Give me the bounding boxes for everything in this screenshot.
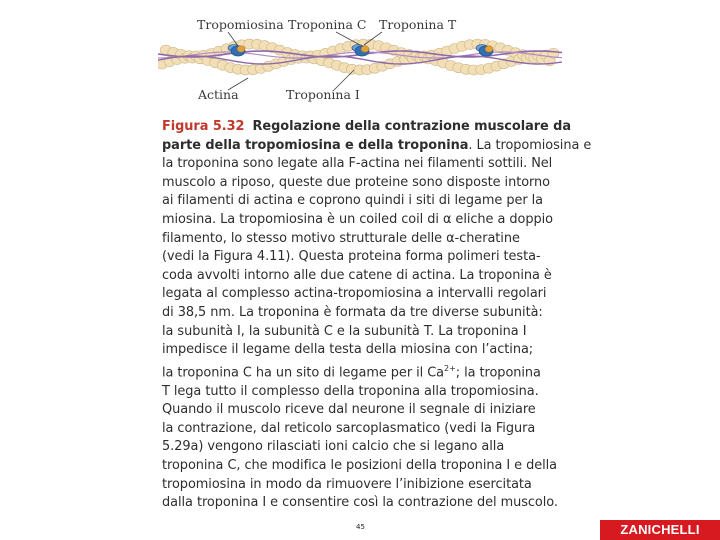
label-troponin-t: Troponina T (379, 17, 457, 32)
label-tropomyosin: Tropomiosina (197, 17, 284, 32)
caption-line: miosina. La tropomiosina è un coiled coil di α eliche a doppio (162, 211, 553, 227)
caption-text: la troponina C ha un sito di legame per il Ca (162, 365, 445, 381)
caption-line: filamento, lo stesso motivo strutturale delle α-cheratine (162, 230, 520, 246)
figure-caption (162, 118, 592, 513)
caption-line: impedisce il legame della testa della miosina con l’actina; (162, 342, 534, 358)
caption-line: legata al complesso actina-tropomiosina a intervalli regolari (162, 286, 547, 302)
figure-title-part1: Regolazione della contrazione muscolare da (252, 119, 571, 134)
page-number: 45 (356, 523, 365, 531)
caption-line: ai filamenti di actina e coprono quindi i siti di legame per la (162, 193, 544, 209)
caption-line (162, 360, 568, 383)
caption-line: di 38,5 nm. La troponina è formata da tre diverse subunità: (162, 304, 543, 320)
troponin-i-subunit (485, 46, 493, 52)
caption-line: Quando il muscolo riceve dal neurone il segnale di iniziare (162, 402, 536, 418)
caption-text: ; la troponina (455, 365, 541, 381)
publisher-logo: ZANICHELLI (600, 520, 720, 540)
label-troponin-i: Troponina I (286, 87, 360, 102)
caption-line: la troponina sono legate alla F-actina nei filamenti sottili. Nel (162, 156, 553, 172)
calcium-charge: 2+ (444, 363, 456, 373)
troponin-i-subunit (361, 46, 369, 52)
figure-title-part2: parte della tropomiosina e della troponina (162, 137, 469, 153)
caption-line: T lega tutto il complesso della troponina alla tropomiosina. (162, 383, 539, 399)
caption-line (162, 118, 571, 137)
leader-line (228, 78, 248, 90)
label-troponin-c: Troponina C (288, 17, 367, 32)
caption-line (162, 137, 592, 156)
caption-line: tropomiosina in modo da rimuovere l’inibizione esercitata (162, 476, 532, 492)
caption-line: muscolo a riposo, queste due proteine sono disposte intorno (162, 174, 551, 190)
caption-line: la subunità I, la subunità C e la subunità T. La troponina I (162, 323, 527, 339)
label-actin: Actina (198, 87, 239, 102)
thin-filament-illustration (158, 8, 564, 104)
troponin-i-subunit (237, 46, 245, 52)
figure-number: Figura 5.32 (162, 119, 245, 134)
caption-line: dalla troponina I e consentire così la contrazione del muscolo. (162, 495, 558, 511)
caption-line: troponina C, che modifica le posizioni della troponina I e della (162, 457, 558, 473)
caption-line: (vedi la Figura 4.11). Questa proteina forma polimeri testa- (162, 249, 541, 265)
caption-line: coda avvolti intorno alle due catene di actina. La troponina è (162, 267, 552, 283)
caption-line: la contrazione, dal reticolo sarcoplasmatico (vedi la Figura (162, 420, 536, 436)
caption-line: 5.29a) vengono rilasciati ioni calcio che si legano alla (162, 439, 505, 455)
filament-figure (158, 8, 564, 104)
leader-line (334, 70, 354, 90)
caption-text: . La tropomiosina e (468, 137, 592, 153)
